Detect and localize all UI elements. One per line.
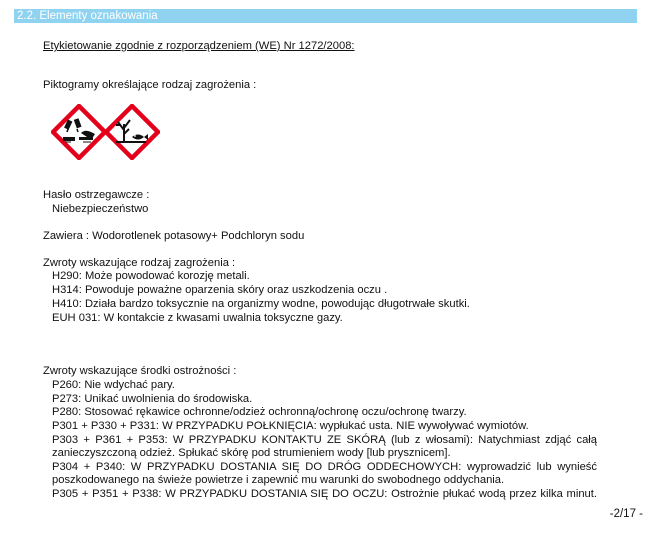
section-title: 2.2. Elementy oznakowania [17,10,158,22]
precautionary-statements-label: Zwroty wskazujące środki ostrożności : [43,365,237,377]
section-header [14,9,637,23]
hazard-statement: EUH 031: W kontakcie z kwasami uwalnia toksyczne gazy. [52,312,343,324]
page-number: -2/17 - [609,508,643,520]
ghs05-corrosion-icon [51,104,107,160]
precautionary-statement: zanieczyszczoną odzież. Spłukać skórę pod strumieniem wody [lub prysznicem]. [52,447,451,459]
precautionary-statement: P260: Nie wdychać pary. [52,379,175,391]
ghs09-environment-icon [104,104,160,160]
hazard-statement: H314: Powoduje poważne oparzenia skóry oraz uszkodzenia oczu . [52,284,388,296]
pictograms-label: Piktogramy określające rodzaj zagrożenia : [43,79,257,91]
hazard-statement: H410: Działa bardzo toksycznie na organizmy wodne, powodując długotrwałe skutki. [52,298,470,310]
precautionary-statement: P280: Stosować rękawice ochronne/odzież ochronną/ochronę oczu/ochronę twarzy. [52,406,467,418]
precautionary-statement: P303 + P361 + P353: W PRZYPADKU KONTAKTU ZE SKÓRĄ (lub z włosami): Natychmiast zdjąć całą [52,434,597,446]
contains: Zawiera : Wodorotlenek potasowy+ Podchloryn sodu [43,230,305,242]
hazard-statements-label: Zwroty wskazujące rodzaj zagrożenia : [43,257,236,269]
precautionary-statement: poszkodowanego na świeże powietrze i zapewnić mu warunki do swobodnego oddychania. [52,474,505,486]
precautionary-statement: P301 + P330 + P331: W PRZYPADKU POŁKNIĘCIA: wypłukać usta. NIE wywoływać wymiotów. [52,420,529,432]
precautionary-statement: P305 + P351 + P338: W PRZYPADKU DOSTANIA SIĘ DO OCZU: Ostrożnie płukać wodą przez kilka minut. [52,488,597,500]
signal-word-label: Hasło ostrzegawcze : [43,189,150,201]
label-regulation: Etykietowanie zgodnie z rozporządzeniem (WE) Nr 1272/2008: [43,40,355,52]
precautionary-statement: P273: Unikać uwolnienia do środowiska. [52,393,253,405]
hazard-statement: H290: Może powodować korozję metali. [52,270,250,282]
signal-word-value: Niebezpieczeństwo [52,203,149,215]
precautionary-statement: P304 + P340: W PRZYPADKU DOSTANIA SIĘ DO DRÓG ODDECHOWYCH: wyprowadzić lub wynieść [52,461,597,473]
